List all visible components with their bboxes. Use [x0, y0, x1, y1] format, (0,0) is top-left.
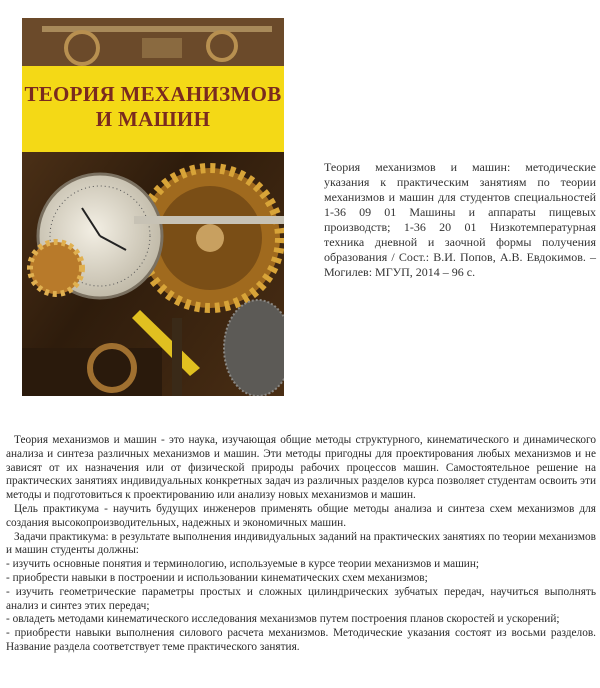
book-cover-image	[22, 18, 284, 396]
cover-title-line2: И МАШИН	[95, 107, 211, 131]
list-item: - изучить основные понятия и терминологию, используемые в курсе теории механизмов и машин;	[6, 558, 480, 571]
list-item: - овладеть методами кинематического исследования механизмов путем построения планов скоростей и ускорений;	[6, 613, 560, 626]
goal-paragraph: Цель практикума - научить будущих инженеров применять общие методы анализа и синтеза схем механизмов для создания высокопроизводительных, надежных и экономичных машин.	[6, 502, 596, 529]
cover-title	[22, 82, 284, 132]
list-item: - приобрести навыки выполнения силового расчета механизмов. Методические указания состоят из восьми разделов. Название раздела соответствует теме практического занятия.	[6, 627, 596, 653]
list-item: - приобрести навыки в построении и использовании кинематических схем механизмов;	[6, 571, 428, 584]
list-item: - изучить геометрические параметры простых и сложных цилиндрических зубчатых передач, научиться выполнять анализ и синтез этих передач;	[6, 585, 596, 612]
description-body	[6, 434, 596, 655]
tasks-paragraph: Задачи практикума: в результате выполнения индивидуальных заданий на практических занятиях по теории механизмов и машин студенты должны:	[6, 530, 596, 557]
bibliographic-citation: Теория механизмов и машин: методические указания к практическим занятиям по теории механизмов и машин для студентов специальностей 1-36 09 01 Машины и аппараты пищевых производств; 1-36 20 01 Низкотемпературная техника дневной и заочной формы получения образования / Сост.: В.И. Попов, А.В. Евдокимов. – Могилев: МГУП, 2014 – 96 с.	[324, 160, 596, 279]
cover-title-line1: ТЕОРИЯ МЕХАНИЗМОВ	[24, 82, 282, 106]
intro-paragraph: Теория механизмов и машин - это наука, изучающая общие методы структурного, кинематического и динамического анализа и синтеза различных механизмов и машин. Эти методы пригодны для проектирования любых механизмов и не зависят от их назначения или от физической природы рабочих процессов машин. Самостоятельное решение на практических занятиях индивидуальных конкретных задач из различных разделов курса позволяет студентам освоить эти методы и подготовиться к проектированию или анализу новых механизмов и машин.	[6, 434, 596, 502]
